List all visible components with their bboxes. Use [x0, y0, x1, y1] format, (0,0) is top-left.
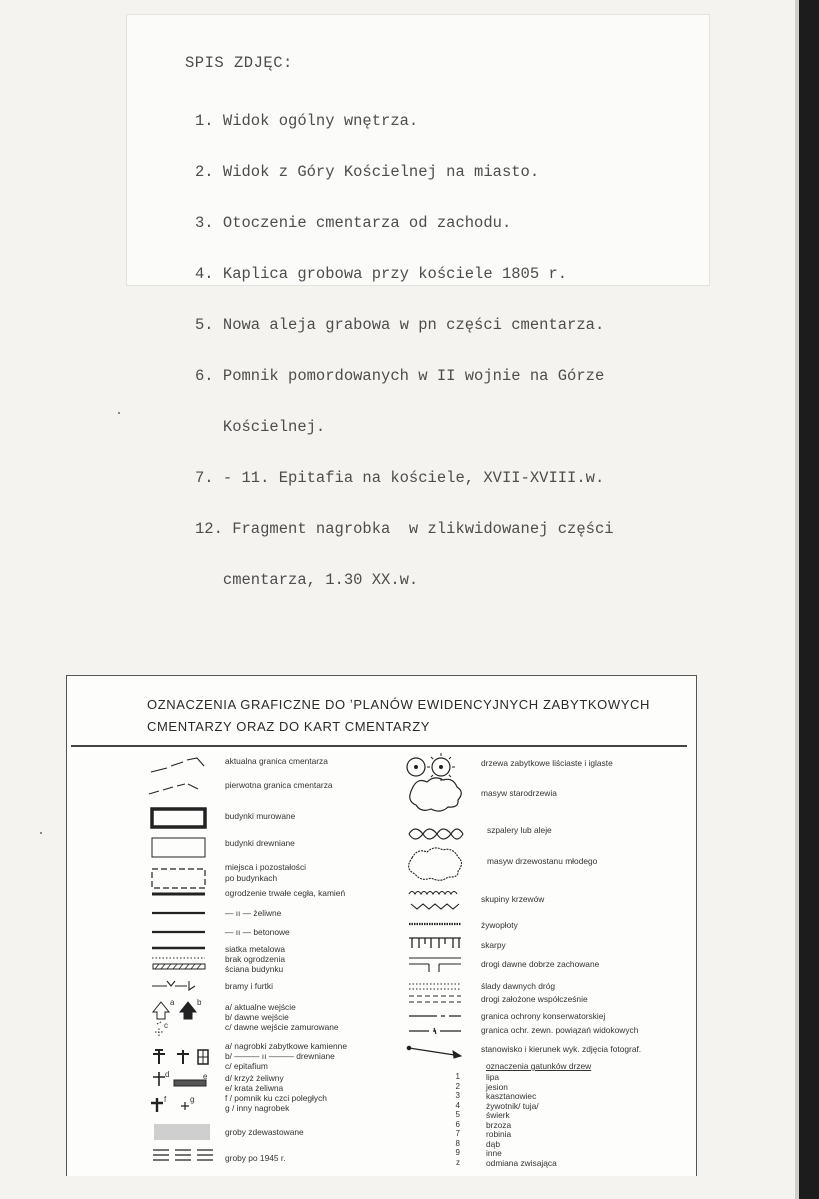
list-item: 3. Otoczenie cmentarza od zachodu. [195, 214, 512, 232]
legend-label: drogi założone współcześnie [481, 994, 588, 1004]
legend-label: groby zdewastowane [225, 1127, 304, 1137]
species-number: 9 [455, 1148, 460, 1157]
legend-label: g / inny nagrobek [225, 1103, 290, 1113]
legend-label: ślady dawnych dróg [481, 981, 556, 991]
legend-heading-line1: OZNACZENIA GRAFICZNE DO ʼPLANÓW EWIDENCYJNYCH ZABYTKOWYCH [147, 697, 650, 712]
view-border-symbol [409, 1028, 461, 1034]
list-item: cmentarza, 1.30 XX.w. [195, 571, 419, 589]
alley-symbol [409, 829, 463, 834]
legend-label: drogi dawne dobrze zachowane [481, 959, 600, 969]
symbol-tag: a [170, 998, 175, 1007]
species-name: jesion [486, 1081, 508, 1092]
masonry-building-symbol [152, 809, 205, 827]
species-number: 6 [455, 1119, 460, 1129]
species-number: 1 [455, 1072, 460, 1081]
species-name: kasztanowiec [486, 1091, 537, 1101]
paper-speck [118, 412, 120, 414]
photo-list-title: SPIS ZDJĘC: [185, 54, 293, 72]
legend-label: masyw drzewostanu młodego [487, 856, 598, 866]
devastated-graves-symbol [154, 1124, 210, 1140]
species-number: z [456, 1157, 460, 1167]
species-number: 8 [455, 1138, 460, 1148]
list-item: 12. Fragment nagrobka w zlikwidowanej części [195, 520, 614, 538]
legend-label: b/ dawne wejście [225, 1012, 289, 1022]
legend-label: e/ krata żeliwna [225, 1083, 284, 1093]
original-boundary-symbol [149, 784, 198, 794]
legend-label: — ıı — betonowe [225, 927, 290, 937]
legend-label: drzewa zabytkowe liściaste i iglaste [481, 758, 613, 768]
species-name: lipa [486, 1072, 500, 1082]
legend-label: aktualna granica cmentarza [225, 756, 328, 766]
list-item: 6. Pomnik pomordowanych w II wojnie na Górze [195, 367, 605, 385]
young-stand-symbol [409, 848, 462, 880]
legend-label: ogrodzenie trwałe cegła, kamień [225, 888, 346, 898]
symbol-tag: f [164, 1095, 167, 1104]
symbol-tag: g [190, 1095, 195, 1104]
symbol-tag: b [197, 998, 202, 1007]
former-building-symbol [152, 869, 205, 888]
legend-label: groby po 1945 r. [225, 1153, 286, 1163]
memorial-symbol [151, 1098, 163, 1112]
list-item: 7. - 11. Epitafia na kościele, XVII-XVIII.w. [195, 469, 605, 487]
legend-label: miejsca i pozostałości [225, 862, 306, 872]
shrub-group-symbol [409, 892, 457, 895]
photo-list-items [195, 79, 614, 623]
legend-label: a/ aktualne wejście [225, 1002, 296, 1012]
species-name: robinia [486, 1129, 512, 1139]
legend-sheet [66, 675, 697, 1176]
species-number: 2 [455, 1081, 460, 1091]
species-number: 7 [455, 1129, 460, 1138]
legend-label: żywopłoty [481, 920, 518, 930]
legend-symbols [67, 676, 696, 1176]
slope-symbol [409, 938, 461, 948]
wooden-building-symbol [152, 838, 205, 857]
legend-label: budynki drewniane [225, 838, 295, 848]
symbol-tag: d [165, 1070, 170, 1079]
symbol-tag: e [203, 1072, 208, 1081]
legend-label: bramy i furtki [225, 981, 273, 991]
iron-cross-symbol [153, 1072, 165, 1086]
post-1945-graves-symbol [153, 1150, 213, 1160]
photo-list [185, 54, 614, 589]
other-tombstone-symbol [181, 1102, 189, 1110]
species-number: 5 [455, 1110, 460, 1119]
legend-label: c/ dawne wejście zamurowane [225, 1022, 339, 1032]
list-item: 4. Kaplica grobowa przy kościele 1805 r. [195, 265, 568, 283]
legend-label: b/ ——— ıı ——— drewniane [225, 1051, 335, 1061]
list-item: 5. Nowa aleja grabowa w pn części cmentarza. [195, 316, 605, 334]
legend-heading-line2: CMENTARZY ORAZ DO KART CMENTARZY [147, 719, 431, 734]
symbol-tag: c [164, 1021, 168, 1030]
legend-label: brak ogrodzenia [225, 954, 286, 964]
legend-label: granica ochrony konserwatorskiej [481, 1011, 606, 1021]
current-entrance-symbol [153, 1002, 169, 1019]
legend-label: granica ochr. zewn. powiązań widokowych [481, 1025, 639, 1035]
photo-list-card [126, 14, 710, 589]
legend-label: po budynkach [225, 873, 278, 883]
legend-label: — ıı — żeliwne [225, 908, 282, 918]
legend-label: budynki murowane [225, 811, 296, 821]
species-name: inne [486, 1148, 502, 1158]
legend-label: stanowisko i kierunek wyk. zdjęcia fotograf. [481, 1044, 642, 1054]
species-name: dąb [486, 1138, 500, 1149]
legend-label: pierwotna granica cmentarza [225, 780, 333, 790]
legend-label: masyw starodrzewia [481, 788, 557, 798]
old-stand-symbol [410, 778, 462, 811]
current-boundary-symbol [151, 758, 204, 772]
wooden-tombstone-symbol [177, 1050, 189, 1064]
walled-entrance-symbol [155, 1022, 163, 1036]
list-item: 2. Widok z Góry Kościelnej na miasto. [195, 163, 540, 181]
legend-label: f / pomnik ku czci poległych [225, 1093, 327, 1103]
paper-speck [40, 832, 42, 834]
iron-grille-symbol [174, 1080, 206, 1086]
page-edge [799, 0, 819, 1199]
old-road-symbol [409, 958, 461, 972]
legend-label: skupiny krzewów [481, 894, 545, 904]
list-item: 1. Widok ogólny wnętrza. [195, 112, 419, 130]
list-item: Kościelnej. [195, 418, 326, 436]
species-number: 4 [455, 1100, 460, 1110]
species-number: 3 [455, 1091, 460, 1100]
legend-label: siatka metalowa [225, 944, 286, 954]
legend-label: a/ nagrobki zabytkowe kamienne [225, 1041, 347, 1051]
legend-label: ściana budynku [225, 964, 284, 974]
legend-label: d/ krzyż żeliwny [225, 1073, 284, 1083]
former-entrance-symbol [180, 1002, 196, 1019]
legend-label: skarpy [481, 940, 506, 950]
stone-tombstone-symbol [153, 1050, 165, 1064]
legend-label: c/ epitafium [225, 1061, 268, 1071]
species-name: żywotnik/ tuja/ [486, 1100, 539, 1111]
species-name: świerk [486, 1110, 510, 1120]
legend-label: szpalery lub aleje [487, 825, 552, 835]
species-title: oznaczenia gatunków drzew [486, 1061, 592, 1071]
gate-symbol [152, 981, 195, 990]
species-name: brzoza [486, 1119, 512, 1130]
species-name: odmiana zwisająca [486, 1157, 557, 1168]
